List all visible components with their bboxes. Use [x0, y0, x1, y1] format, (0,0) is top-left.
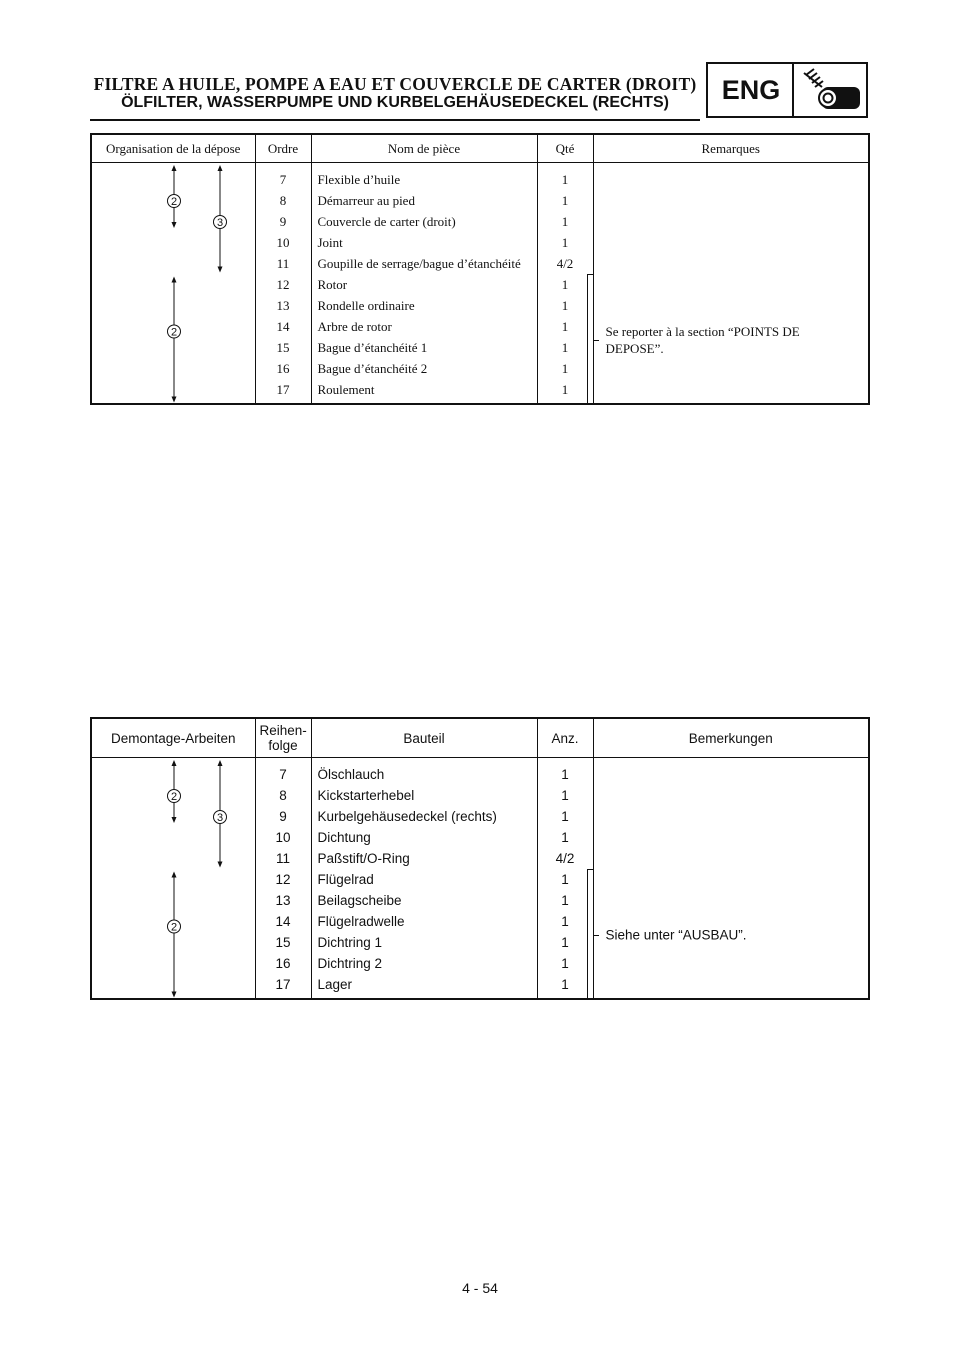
quantity-cell: 1 [537, 869, 593, 890]
sequence-arrow [214, 165, 227, 273]
col-header-qty: Anz. [537, 718, 593, 758]
order-cell: 14 [255, 316, 311, 337]
order-cell: 12 [255, 274, 311, 295]
removal-table-fr [90, 133, 870, 405]
step-number: 3 [216, 812, 224, 824]
col-header-remarks: Remarques [593, 134, 869, 163]
removal-order-diagram [92, 163, 255, 403]
col-header-order: Ordre [255, 134, 311, 163]
table-header-row [91, 718, 869, 758]
remarks-cell [593, 758, 869, 1000]
table-body [91, 163, 869, 405]
order-cell: 8 [255, 190, 311, 211]
order-cell: 11 [255, 848, 311, 869]
order-cell: 13 [255, 295, 311, 316]
step-number: 2 [170, 196, 178, 208]
eng-badge [706, 62, 868, 118]
step-number: 3 [216, 217, 224, 229]
part-name-cell: Ölschlauch [311, 758, 537, 786]
order-cell: 9 [255, 211, 311, 232]
table-row [91, 163, 869, 191]
remark-text: Se reporter à la section “POINTS DE DEPOSE”. [605, 323, 800, 356]
remark-bracket [587, 869, 594, 999]
removal-order-diagram [92, 758, 255, 998]
part-name-cell: Dichtung [311, 827, 537, 848]
part-name-cell: Bague d’étanchéité 2 [311, 358, 537, 379]
sequence-arrow [168, 165, 181, 228]
col-header-qty: Qté [537, 134, 593, 163]
col-header-order [255, 718, 311, 758]
quantity-cell: 1 [537, 358, 593, 379]
table-header-row [91, 134, 869, 163]
quantity-cell: 4/2 [537, 848, 593, 869]
order-cell: 7 [255, 163, 311, 191]
order-cell: 16 [255, 953, 311, 974]
part-name-cell: Dichtring 1 [311, 932, 537, 953]
part-name-cell: Roulement [311, 379, 537, 404]
remark-text: Siehe unter “AUSBAU”. [605, 927, 747, 942]
quantity-cell: 1 [537, 758, 593, 786]
quantity-cell: 1 [537, 974, 593, 999]
col-header-part: Nom de pièce [311, 134, 537, 163]
quantity-cell: 1 [537, 316, 593, 337]
order-cell: 15 [255, 932, 311, 953]
order-cell: 9 [255, 806, 311, 827]
badge-divider [792, 64, 794, 116]
part-name-cell: Flexible d’huile [311, 163, 537, 191]
quantity-cell: 1 [537, 163, 593, 191]
part-name-cell: Lager [311, 974, 537, 999]
remarks-cell [593, 163, 869, 405]
order-cell: 12 [255, 869, 311, 890]
order-cell: 7 [255, 758, 311, 786]
order-cell: 15 [255, 337, 311, 358]
col-header-order-line1: Reihen- [259, 723, 307, 738]
quantity-cell: 1 [537, 295, 593, 316]
quantity-cell: 1 [537, 337, 593, 358]
order-cell: 13 [255, 890, 311, 911]
page-number: 4 - 54 [462, 1280, 498, 1296]
org-diagram-cell [91, 758, 255, 1000]
quantity-cell: 1 [537, 953, 593, 974]
part-name-cell: Flügelrad [311, 869, 537, 890]
part-name-cell: Dichtring 2 [311, 953, 537, 974]
header-rule [90, 119, 700, 121]
bracket-tick [593, 935, 599, 936]
part-name-cell: Bague d’étanchéité 1 [311, 337, 537, 358]
bracket-tick [593, 340, 599, 341]
step-number: 2 [170, 326, 178, 339]
part-name-cell: Rondelle ordinaire [311, 295, 537, 316]
removal-table-de [90, 717, 870, 1000]
col-header-org: Organisation de la dépose [91, 134, 255, 163]
sequence-arrow [168, 760, 181, 823]
order-cell: 10 [255, 232, 311, 253]
quantity-cell: 1 [537, 932, 593, 953]
part-name-cell: Démarreur au pied [311, 190, 537, 211]
part-name-cell: Rotor [311, 274, 537, 295]
section-title-fr: FILTRE A HUILE, POMPE A EAU ET COUVERCLE DE CARTER (DROIT) [93, 74, 697, 94]
part-name-cell: Flügelradwelle [311, 911, 537, 932]
quantity-cell: 1 [537, 785, 593, 806]
eng-badge-label: ENG [721, 75, 781, 105]
order-cell: 11 [255, 253, 311, 274]
order-cell: 17 [255, 379, 311, 404]
sequence-arrow [168, 277, 181, 403]
quantity-cell: 1 [537, 806, 593, 827]
col-header-order-line2: folge [268, 738, 298, 753]
quantity-cell: 1 [537, 232, 593, 253]
remark-bracket [587, 274, 594, 404]
order-cell: 8 [255, 785, 311, 806]
quantity-cell: 1 [537, 379, 593, 404]
col-header-org: Demontage-Arbeiten [91, 718, 255, 758]
quantity-cell: 1 [537, 211, 593, 232]
quantity-cell: 4/2 [537, 253, 593, 274]
quantity-cell: 1 [537, 274, 593, 295]
table-row [91, 758, 869, 786]
part-name-cell: Paßstift/O-Ring [311, 848, 537, 869]
engine-icon [800, 67, 864, 113]
org-diagram-cell [91, 163, 255, 405]
sequence-arrow [168, 872, 181, 998]
step-number: 2 [170, 791, 178, 803]
part-name-cell: Joint [311, 232, 537, 253]
part-name-cell: Kurbelgehäusedeckel (rechts) [311, 806, 537, 827]
col-header-part: Bauteil [311, 718, 537, 758]
step-number: 2 [170, 921, 178, 934]
part-name-cell: Goupille de serrage/bague d’étanchéité [311, 253, 537, 274]
table-body [91, 758, 869, 1000]
quantity-cell: 1 [537, 827, 593, 848]
quantity-cell: 1 [537, 190, 593, 211]
part-name-cell: Arbre de rotor [311, 316, 537, 337]
section-title-de: ÖLFILTER, WASSERPUMPE UND KURBELGEHÄUSEDECKEL (RECHTS) [121, 94, 669, 111]
part-name-cell: Beilagscheibe [311, 890, 537, 911]
col-header-remarks: Bemerkungen [593, 718, 869, 758]
order-cell: 17 [255, 974, 311, 999]
quantity-cell: 1 [537, 911, 593, 932]
order-cell: 10 [255, 827, 311, 848]
quantity-cell: 1 [537, 890, 593, 911]
part-name-cell: Kickstarterhebel [311, 785, 537, 806]
order-cell: 16 [255, 358, 311, 379]
page-header [90, 62, 870, 122]
part-name-cell: Couvercle de carter (droit) [311, 211, 537, 232]
sequence-arrow [214, 760, 227, 868]
order-cell: 14 [255, 911, 311, 932]
